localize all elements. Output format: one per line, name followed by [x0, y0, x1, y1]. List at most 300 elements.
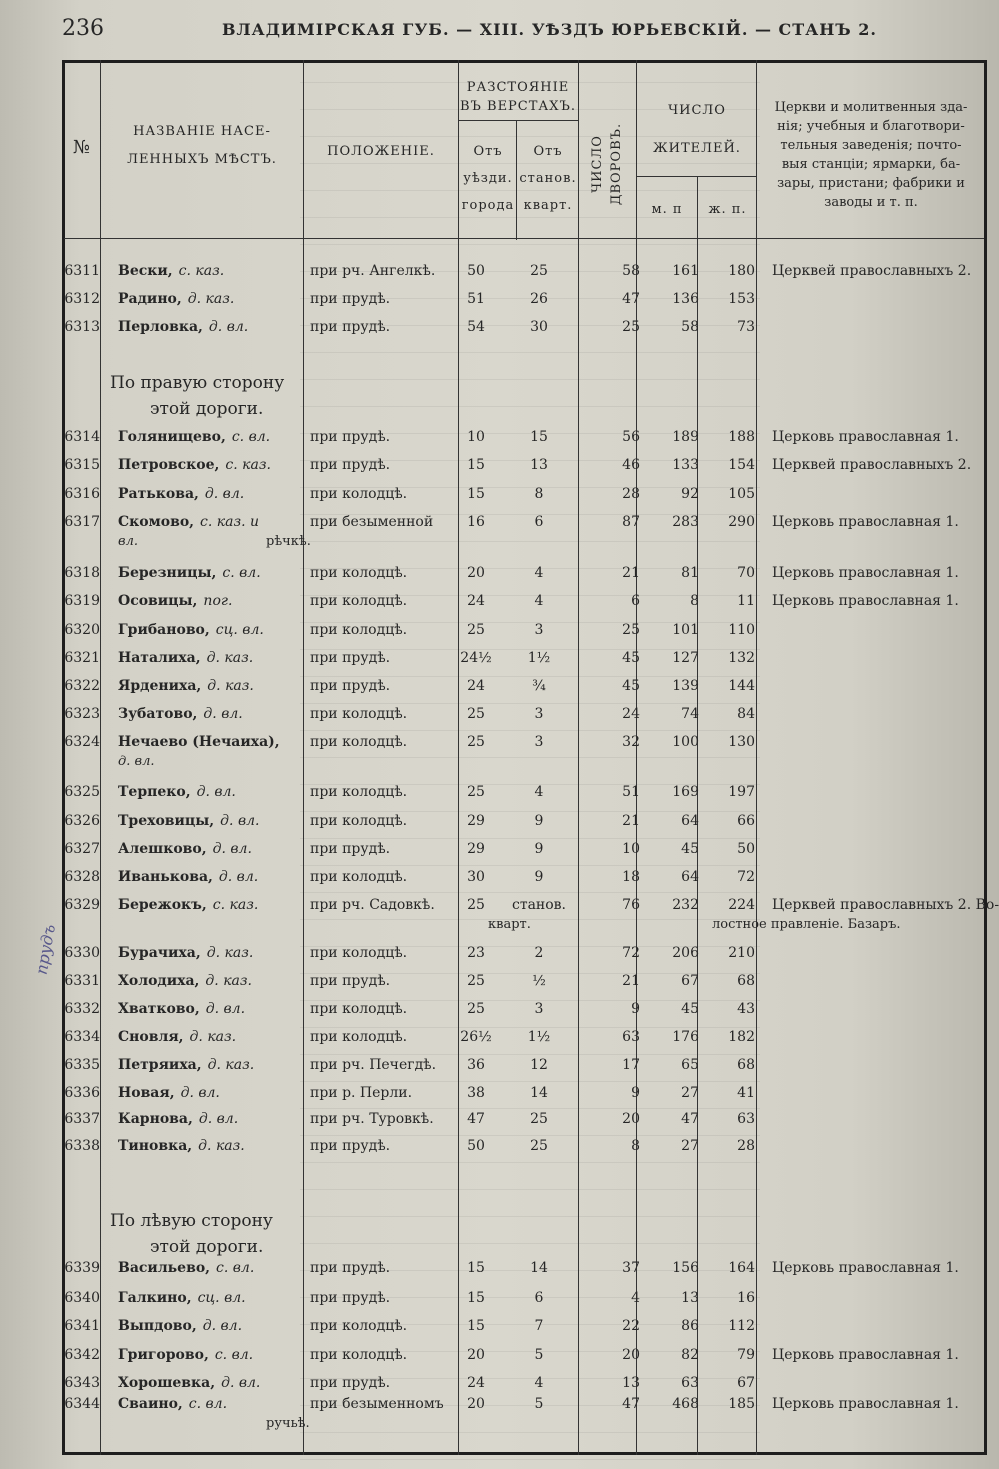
cell-name — [118, 897, 258, 913]
place-name: Алешково, — [118, 841, 207, 857]
cell-no: 6325 — [64, 784, 100, 800]
cell-d1: 25 — [467, 706, 485, 722]
cell-pos2: ручьѣ. — [266, 1416, 310, 1431]
cell-m: 63 — [681, 1375, 699, 1391]
cell-no: 6339 — [64, 1260, 100, 1276]
table-row — [64, 565, 984, 593]
cell-f: 28 — [737, 1138, 755, 1154]
cell-hh: 72 — [622, 945, 640, 961]
running-title: ВЛАДИМІРСКАЯ ГУБ. — XIII. УѢЗДЪ ЮРЬЕВСКІЙ. — СТАНЪ 2. — [222, 20, 877, 39]
cell-no: 6328 — [64, 869, 100, 885]
place-kind: д. каз. — [189, 1029, 237, 1045]
cell-m: 81 — [681, 565, 699, 581]
table-row — [64, 1001, 984, 1029]
cell-hh: 21 — [622, 973, 640, 989]
place-name: Радино, — [118, 291, 182, 307]
cell-name — [118, 650, 253, 666]
cell-f: 67 — [737, 1375, 755, 1391]
cell-name — [118, 813, 259, 829]
cell-hh: 63 — [622, 1029, 640, 1045]
table-row — [64, 650, 984, 678]
place-kind: д. каз. — [207, 1057, 255, 1073]
cell-pos: при прудѣ. — [310, 291, 391, 307]
cell-d2: 4 — [534, 784, 544, 800]
place-kind: д. вл. — [220, 813, 260, 829]
cell-name — [118, 678, 254, 694]
place-name: Григорово, — [118, 1347, 209, 1363]
cell-d2: ½ — [532, 973, 546, 989]
table-row — [64, 486, 984, 514]
cell-m: 45 — [681, 841, 699, 857]
cell-no: 6324 — [64, 734, 100, 750]
place-kind: с. каз. и — [200, 514, 260, 530]
cell-d2: ¾ — [532, 678, 546, 694]
cell-hh: 18 — [622, 869, 640, 885]
cell-pos2: рѣчкѣ. — [266, 534, 311, 549]
cell-pos: при колодцѣ. — [310, 1318, 408, 1334]
table-row — [64, 1111, 984, 1139]
place-kind: с. каз. — [178, 263, 225, 279]
cell-name — [118, 706, 243, 722]
section-heading-left: По лѣвую сторону этой дороги. — [110, 1211, 273, 1257]
cell-name — [118, 593, 232, 609]
header-rule — [64, 238, 984, 239]
table-row — [64, 1260, 984, 1288]
cell-d2: 6 — [534, 514, 544, 530]
place-name: Сваино, — [118, 1396, 183, 1412]
cell-f: 185 — [728, 1396, 755, 1412]
cell-name — [118, 1260, 254, 1276]
cell-m: 161 — [672, 263, 699, 279]
cell-pos: при колодцѣ. — [310, 565, 408, 581]
cell-d1: 25 — [467, 973, 485, 989]
cell-d1: 50 — [467, 263, 485, 279]
cell-name2: д. вл. — [118, 754, 155, 769]
cell-f: 182 — [728, 1029, 755, 1045]
place-name: Новая, — [118, 1085, 175, 1101]
table-row — [64, 319, 984, 347]
cell-d1: 15 — [467, 1290, 485, 1306]
cell-hh: 25 — [622, 622, 640, 638]
cell-rem2: лостное правленіе. Базаръ. — [712, 917, 901, 932]
cell-f: 70 — [737, 565, 755, 581]
cell-name — [118, 1111, 238, 1127]
place-name: Петряиха, — [118, 1057, 202, 1073]
place-name: Осовицы, — [118, 593, 198, 609]
cell-m: 8 — [690, 593, 699, 609]
cell-m: 64 — [681, 869, 699, 885]
cell-m: 64 — [681, 813, 699, 829]
cell-d2: 9 — [534, 869, 544, 885]
cell-f: 66 — [737, 813, 755, 829]
col-inhabitants: ЧИСЛО ЖИТЕЛЕЙ. — [653, 103, 741, 156]
cell-f: 50 — [737, 841, 755, 857]
place-name: Карнова, — [118, 1111, 193, 1127]
cell-d2: 1½ — [527, 1029, 551, 1045]
place-name: Холодиха, — [118, 973, 200, 989]
cell-no: 6320 — [64, 622, 100, 638]
cell-m: 169 — [672, 784, 699, 800]
cell-hh: 47 — [622, 1396, 640, 1412]
cell-d2: 15 — [530, 429, 548, 445]
table-row — [64, 678, 984, 706]
cell-no: 6316 — [64, 486, 100, 502]
cell-rem: Церковь православная 1. — [772, 1396, 959, 1412]
cell-d2: 30 — [530, 319, 548, 335]
cell-hh: 45 — [622, 678, 640, 694]
table-row — [64, 291, 984, 319]
place-name: Васильево, — [118, 1260, 211, 1276]
cell-rem: Церквей православныхъ 2. — [772, 457, 972, 473]
cell-f: 290 — [728, 514, 755, 530]
cell-d1: 50 — [467, 1138, 485, 1154]
cell-no: 6330 — [64, 945, 100, 961]
cell-name — [118, 1375, 260, 1391]
cell-m: 100 — [672, 734, 699, 750]
place-name: Тиновка, — [118, 1138, 193, 1154]
cell-pos: при колодцѣ. — [310, 869, 408, 885]
cell-no: 6331 — [64, 973, 100, 989]
cell-name — [118, 1347, 253, 1363]
cell-d1: 38 — [467, 1085, 485, 1101]
col-male: м. п — [651, 202, 683, 217]
cell-hh: 6 — [631, 593, 640, 609]
cell-m: 206 — [672, 945, 699, 961]
cell-pos: при прудѣ. — [310, 1138, 391, 1154]
table-row — [64, 1029, 984, 1057]
col-name: НАЗВАНІЕ НАСЕ- ЛЕННЫХЪ МѢСТЪ. — [127, 124, 277, 167]
place-name: Бурачиха, — [118, 945, 201, 961]
cell-m: 232 — [672, 897, 699, 913]
cell-d1: 20 — [467, 1347, 485, 1363]
table-row — [64, 1290, 984, 1318]
place-name: Ярдениха, — [118, 678, 202, 694]
cell-no: 6319 — [64, 593, 100, 609]
cell-name — [118, 784, 236, 800]
cell-f: 11 — [737, 593, 755, 609]
cell-hh: 56 — [622, 429, 640, 445]
cell-d1: 54 — [467, 319, 485, 335]
place-kind: с. вл. — [231, 429, 271, 445]
cell-d2: 26 — [530, 291, 548, 307]
header-rule — [458, 120, 578, 121]
cell-pos: при прудѣ. — [310, 319, 391, 335]
table-row — [64, 1085, 984, 1113]
cell-pos: при прудѣ. — [310, 841, 391, 857]
cell-name — [118, 486, 244, 502]
cell-d1: 25 — [467, 734, 485, 750]
cell-m: 27 — [681, 1138, 699, 1154]
place-kind: д. каз. — [207, 678, 254, 694]
cell-hh: 21 — [622, 813, 640, 829]
cell-d2b: кварт. — [488, 917, 531, 932]
cell-no: 6317 — [64, 514, 100, 530]
place-kind: д. каз. — [198, 1138, 245, 1154]
cell-m: 13 — [681, 1290, 699, 1306]
cell-f: 16 — [737, 1290, 755, 1306]
cell-no: 6318 — [64, 565, 100, 581]
cell-pos: при колодцѣ. — [310, 486, 408, 502]
cell-name2: вл. — [118, 534, 138, 549]
table-row — [64, 1057, 984, 1085]
cell-d2: 3 — [534, 1001, 544, 1017]
cell-no: 6326 — [64, 813, 100, 829]
cell-pos: при колодцѣ. — [310, 945, 408, 961]
place-name: Наталиха, — [118, 650, 201, 666]
cell-no: 6344 — [64, 1396, 100, 1412]
cell-pos: при колодцѣ. — [310, 1001, 408, 1017]
cell-d2: 7 — [534, 1318, 544, 1334]
place-kind: д. вл. — [205, 1001, 246, 1017]
cell-hh: 10 — [622, 841, 640, 857]
cell-pos: при колодцѣ. — [310, 593, 408, 609]
cell-d1: 24 — [467, 1375, 485, 1391]
place-name: Перловка, — [118, 319, 203, 335]
table-row — [64, 869, 984, 897]
cell-pos: при прудѣ. — [310, 457, 391, 473]
cell-d1: 15 — [467, 1260, 485, 1276]
cell-d2: 25 — [530, 263, 548, 279]
cell-d2: 8 — [534, 486, 544, 502]
cell-no: 6323 — [64, 706, 100, 722]
cell-f: 180 — [728, 263, 755, 279]
place-kind: д. вл. — [180, 1085, 220, 1101]
cell-no: 6322 — [64, 678, 100, 694]
cell-hh: 4 — [631, 1290, 640, 1306]
cell-f: 197 — [728, 784, 755, 800]
place-name: Терпеко, — [118, 784, 191, 800]
cell-d1: 24 — [467, 593, 485, 609]
cell-name — [118, 263, 224, 279]
place-name: Нечаево (Нечаиха), — [118, 734, 280, 750]
cell-f: 153 — [728, 291, 755, 307]
cell-rem: Церквей православныхъ 2. — [772, 263, 972, 279]
cell-hh: 8 — [631, 1138, 640, 1154]
header-rule — [636, 176, 756, 177]
cell-m: 27 — [681, 1085, 699, 1101]
cell-no: 6341 — [64, 1318, 100, 1334]
cell-hh: 25 — [622, 319, 640, 335]
place-name: Бережокъ, — [118, 897, 207, 913]
cell-no: 6327 — [64, 841, 100, 857]
cell-f: 210 — [728, 945, 755, 961]
cell-d2: 1½ — [527, 650, 551, 666]
cell-m: 101 — [672, 622, 699, 638]
place-name: Хватково, — [118, 1001, 200, 1017]
cell-m: 86 — [681, 1318, 699, 1334]
table-row — [64, 593, 984, 621]
table-row — [64, 813, 984, 841]
cell-name — [118, 565, 261, 581]
table-row — [64, 514, 984, 549]
cell-m: 74 — [681, 706, 699, 722]
margin-pencil-note: прудъ — [31, 922, 60, 977]
cell-no: 6336 — [64, 1085, 100, 1101]
place-kind: с. вл. — [222, 565, 261, 581]
cell-hh: 20 — [622, 1111, 640, 1127]
place-kind: д. вл. — [218, 869, 259, 885]
place-name: Голянищево, — [118, 429, 226, 445]
cell-d2: 25 — [530, 1111, 548, 1127]
cell-d2: 5 — [534, 1347, 544, 1363]
cell-d1: 20 — [467, 1396, 485, 1412]
cell-m: 45 — [681, 1001, 699, 1017]
cell-pos: при колодцѣ. — [310, 784, 408, 800]
cell-d1: 25 — [467, 1001, 485, 1017]
page-header — [0, 10, 999, 46]
place-kind: д. вл. — [196, 784, 236, 800]
cell-no: 6338 — [64, 1138, 100, 1154]
cell-name — [118, 457, 271, 473]
place-kind: д. вл. — [203, 706, 243, 722]
table-row — [64, 263, 984, 291]
cell-m: 176 — [672, 1029, 699, 1045]
cell-f: 188 — [728, 429, 755, 445]
table-row — [64, 457, 984, 485]
col-remarks: Церкви и молитвенныя зда- нія; учебныя и благотвори- тельныя заведенія; почто- выя станціи; ярмарки, ба- зары, пристани; фабрики и заводы и т. п. — [774, 100, 968, 210]
col-female: ж. п. — [708, 202, 747, 217]
cell-pos: при прудѣ. — [310, 1290, 391, 1306]
place-name: Выпдово, — [118, 1318, 197, 1334]
cell-m: 82 — [681, 1347, 699, 1363]
cell-f: 130 — [728, 734, 755, 750]
cell-m: 67 — [681, 973, 699, 989]
col-no: № — [72, 137, 92, 158]
place-kind: д. вл. — [221, 1375, 261, 1391]
cell-no: 6314 — [64, 429, 100, 445]
cell-hh: 37 — [622, 1260, 640, 1276]
place-name: Скомово, — [118, 514, 195, 530]
cell-d2: 5 — [534, 1396, 544, 1412]
cell-rem: Церковь православная 1. — [772, 429, 959, 445]
cell-m: 65 — [681, 1057, 699, 1073]
cell-name — [118, 1290, 246, 1306]
cell-name — [118, 869, 258, 885]
cell-m: 133 — [672, 457, 699, 473]
cell-hh: 58 — [622, 263, 640, 279]
cell-pos: при р. Перли. — [310, 1085, 413, 1101]
cell-pos: при прудѣ. — [310, 973, 391, 989]
cell-d1: 10 — [467, 429, 485, 445]
cell-d2: 14 — [530, 1085, 548, 1101]
cell-f: 73 — [737, 319, 755, 335]
cell-name — [118, 1085, 220, 1101]
place-kind: д. каз. — [205, 973, 252, 989]
cell-name — [118, 1029, 236, 1045]
cell-d2: 9 — [534, 813, 544, 829]
cell-hh: 32 — [622, 734, 640, 750]
cell-no: 6337 — [64, 1111, 100, 1127]
cell-rem: Церквей православныхъ 2. Во- — [772, 897, 999, 913]
cell-pos: при прудѣ. — [310, 429, 391, 445]
cell-pos: при колодцѣ. — [310, 622, 408, 638]
place-name: Иванькова, — [118, 869, 213, 885]
cell-no: 6329 — [64, 897, 100, 913]
cell-no: 6342 — [64, 1347, 100, 1363]
col-rule — [516, 120, 517, 240]
cell-no: 6321 — [64, 650, 100, 666]
cell-hh: 13 — [622, 1375, 640, 1391]
cell-d2: 6 — [534, 1290, 544, 1306]
section-heading-right: По правую сторону этой дороги. — [110, 373, 285, 419]
cell-m: 47 — [681, 1111, 699, 1127]
table-row — [64, 706, 984, 734]
cell-f: 144 — [728, 678, 755, 694]
cell-d1: 23 — [467, 945, 485, 961]
cell-d1: 51 — [467, 291, 485, 307]
cell-d1: 25 — [467, 784, 485, 800]
table-row — [64, 1138, 984, 1166]
place-kind: д. вл. — [198, 1111, 239, 1127]
table-row — [64, 945, 984, 973]
cell-name — [118, 1001, 245, 1017]
place-name: Сновля, — [118, 1029, 184, 1045]
table-row — [64, 429, 984, 457]
cell-d2: 25 — [530, 1138, 548, 1154]
cell-f: 43 — [737, 1001, 755, 1017]
cell-hh: 45 — [622, 650, 640, 666]
cell-d1: 25 — [467, 897, 485, 913]
cell-f: 41 — [737, 1085, 755, 1101]
cell-hh: 47 — [622, 291, 640, 307]
cell-d1: 30 — [467, 869, 485, 885]
cell-f: 105 — [728, 486, 755, 502]
cell-name — [118, 1318, 242, 1334]
cell-d1: 25 — [467, 622, 485, 638]
cell-pos: при безыменной — [310, 514, 434, 530]
cell-pos: при прудѣ. — [310, 1260, 391, 1276]
place-name: Березницы, — [118, 565, 217, 581]
cell-pos: при прудѣ. — [310, 1375, 391, 1391]
cell-d1: 26½ — [460, 1029, 492, 1045]
cell-d1: 24 — [467, 678, 485, 694]
place-name: Треховицы, — [118, 813, 215, 829]
cell-m: 92 — [681, 486, 699, 502]
cell-hh: 51 — [622, 784, 640, 800]
cell-d2: 3 — [534, 706, 544, 722]
cell-d2: 2 — [534, 945, 544, 961]
cell-name — [118, 973, 252, 989]
col-households: ЧИСЛО ДВОРОВЪ. — [590, 122, 624, 206]
place-kind: д. вл. — [208, 319, 249, 335]
cell-name — [118, 841, 252, 857]
table-row — [64, 973, 984, 1001]
cell-d1: 20 — [467, 565, 485, 581]
cell-rem: Церковь православная 1. — [772, 565, 959, 581]
cell-name — [118, 945, 253, 961]
place-name: Петровское, — [118, 457, 220, 473]
place-kind: с. каз. — [225, 457, 271, 473]
cell-d2: 4 — [534, 1375, 544, 1391]
cell-d1: 16 — [467, 514, 485, 530]
cell-no: 6343 — [64, 1375, 100, 1391]
cell-d1: 24½ — [460, 650, 492, 666]
cell-name — [118, 1396, 227, 1412]
cell-hh: 9 — [631, 1085, 640, 1101]
place-name: Ратькова, — [118, 486, 199, 502]
place-name: Зубатово, — [118, 706, 198, 722]
cell-hh: 87 — [622, 514, 640, 530]
cell-d1: 15 — [467, 1318, 485, 1334]
cell-m: 136 — [672, 291, 699, 307]
cell-pos: при колодцѣ. — [310, 1347, 408, 1363]
cell-no: 6311 — [64, 263, 100, 279]
cell-f: 224 — [728, 897, 755, 913]
cell-d2: 14 — [530, 1260, 548, 1276]
cell-pos: при рч. Печегдѣ. — [310, 1057, 437, 1073]
cell-d2: станов. — [511, 897, 567, 913]
cell-f: 68 — [737, 1057, 755, 1073]
